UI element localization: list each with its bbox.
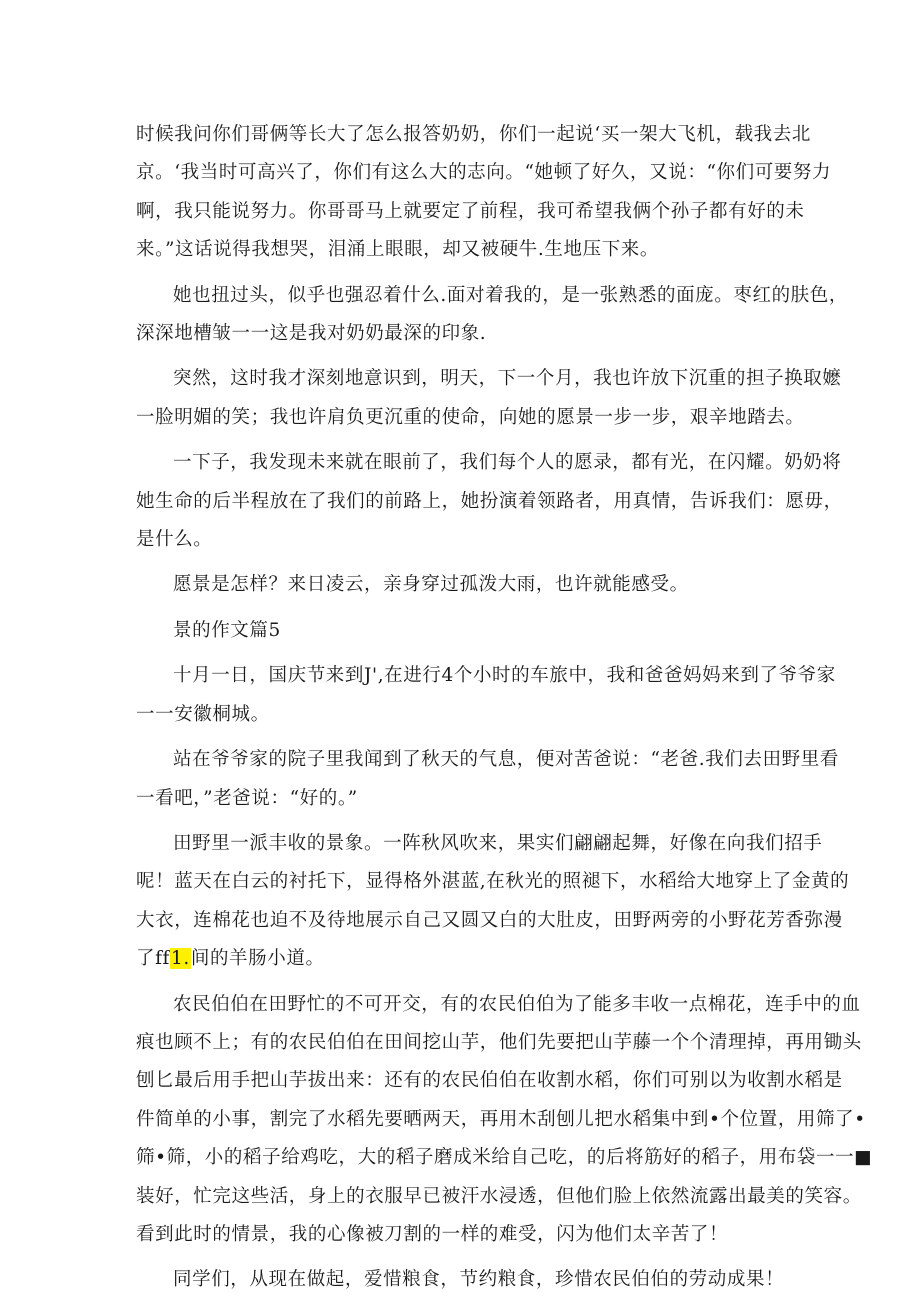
text-line: 是什么。 — [136, 529, 213, 551]
text-line: 一看吧，”老爸说：“好的。” — [136, 787, 358, 809]
heading-text: 景的作文篇5 — [173, 619, 281, 641]
text-line: 装好，忙完这些活，身上的衣服早已被汗水浸透，但他们脸上依然流露出最美的笑容。 — [136, 1185, 862, 1207]
paragraph — [136, 657, 836, 734]
text-line: 她生命的后半程放在了我们的前路上，她扮演着领路者，用真情，告诉我们：愿毋， — [136, 490, 843, 512]
text-fragment: 间的羊肠小道。 — [190, 948, 325, 970]
text-line — [136, 940, 776, 978]
paragraph — [136, 566, 776, 604]
text-line: 京。‘我当时可高兴了，你们有这么大的志向。“她顿了好久，又说：“你们可要努力 — [136, 162, 832, 184]
text-fragment: 了ff — [136, 948, 170, 970]
text-line: 她也扭过头，似乎也强忍着什么.面对着我的，是一张熟悉的面庞。枣红的肤色， — [173, 284, 848, 306]
text-line: 筛•筛，小的稻子给鸡吃，大的稻子磨成米给自己吃，的后将筋好的稻子，用布袋一一■ — [136, 1147, 873, 1169]
paragraph — [136, 986, 873, 1255]
text-line: 痕也顾不上；有的农民伯伯在田间挖山芋，他们先要把山芋藤一个个清理掉，再用锄头 — [136, 1031, 862, 1053]
text-line: 一脸明媚的笑；我也许肩负更沉重的使命，向她的愿景一步一步，艰辛地踏去。 — [136, 406, 805, 428]
paragraph — [136, 825, 850, 979]
paragraph — [136, 116, 832, 270]
text-line: 田野里一派丰收的景象。一阵秋风吹来，果实们翩翩起舞，好像在向我们招手 — [173, 832, 823, 854]
paragraph — [136, 1261, 785, 1299]
highlighted-text: 1. — [171, 948, 190, 970]
text-line: 同学们，从现在做起，爱惜粮食，节约粮食，珍惜农民伯伯的劳动成果！ — [173, 1269, 785, 1291]
paragraph — [136, 277, 848, 354]
text-line: 大衣，连棉花也迫不及待地展示自己又圆又白的大肚皮，田野两旁的小野花芳香弥漫 — [136, 909, 843, 931]
paragraph — [136, 360, 842, 437]
text-line: 深深地槽皱一一这是我对奶奶最深的印象. — [136, 323, 487, 345]
paragraph — [136, 741, 839, 818]
text-line: 件简单的小事，割完了水稻先要晒两天，再用木刮刨儿把水稻集中到•个位置，用筛了• — [136, 1108, 866, 1130]
document-body — [136, 116, 873, 1307]
text-line: 看到此时的情景，我的心像被刀割的一样的难受，闪为他们太辛苦了！ — [136, 1223, 729, 1245]
text-line: 时候我问你们哥俩等长大了怎么报答奶奶，你们一起说‘买一架大飞机，载我去北 — [136, 124, 811, 145]
text-line: 站在爷爷家的院子里我闻到了秋天的气息，便对苦爸说：“老爸.我们去田野里看 — [173, 749, 839, 771]
text-line: 农民伯伯在田野忙的不可开交，有的农民伯伯为了能多丰收一点棉花，连手中的血 — [173, 993, 861, 1015]
text-line: 来。”这话说得我想哭，泪涌上眼眼，却又被硬牛.生地压下来。 — [136, 239, 659, 261]
text-line: 突然，这时我才深刻地意识到，明天，下一个月，我也许放下沉重的担子换取嬷 — [173, 368, 842, 390]
text-line: 愿景是怎样？来日凌云，亲身穿过孤泼大雨，也许就能感受。 — [173, 574, 689, 596]
text-line: 一一安徽桐城。 — [136, 703, 270, 725]
paragraph — [136, 444, 843, 559]
section-heading — [136, 612, 776, 650]
text-line: 呢！蓝天在白云的衬托下，显得格外湛蓝,在秋光的照褪下，水稻给大地穿上了金黄的 — [136, 871, 850, 893]
text-line: 啊，我只能说努力。你哥哥马上就要定了前程，我可希望我俩个孙子都有好的未 — [136, 200, 805, 222]
text-line: 一下子，我发现未来就在眼前了，我们每个人的愿录，都有光，在闪耀。奶奶将 — [173, 452, 842, 474]
text-line: 十月一日，国庆节来到J',在进行4个小时的车旅中，我和爸爸妈妈来到了爷爷家 — [173, 665, 836, 687]
text-line: 刨匕最后用手把山芋拔出来：还有的农民伯伯在收割水稻，你们可别以为收割水稻是 — [136, 1070, 843, 1092]
